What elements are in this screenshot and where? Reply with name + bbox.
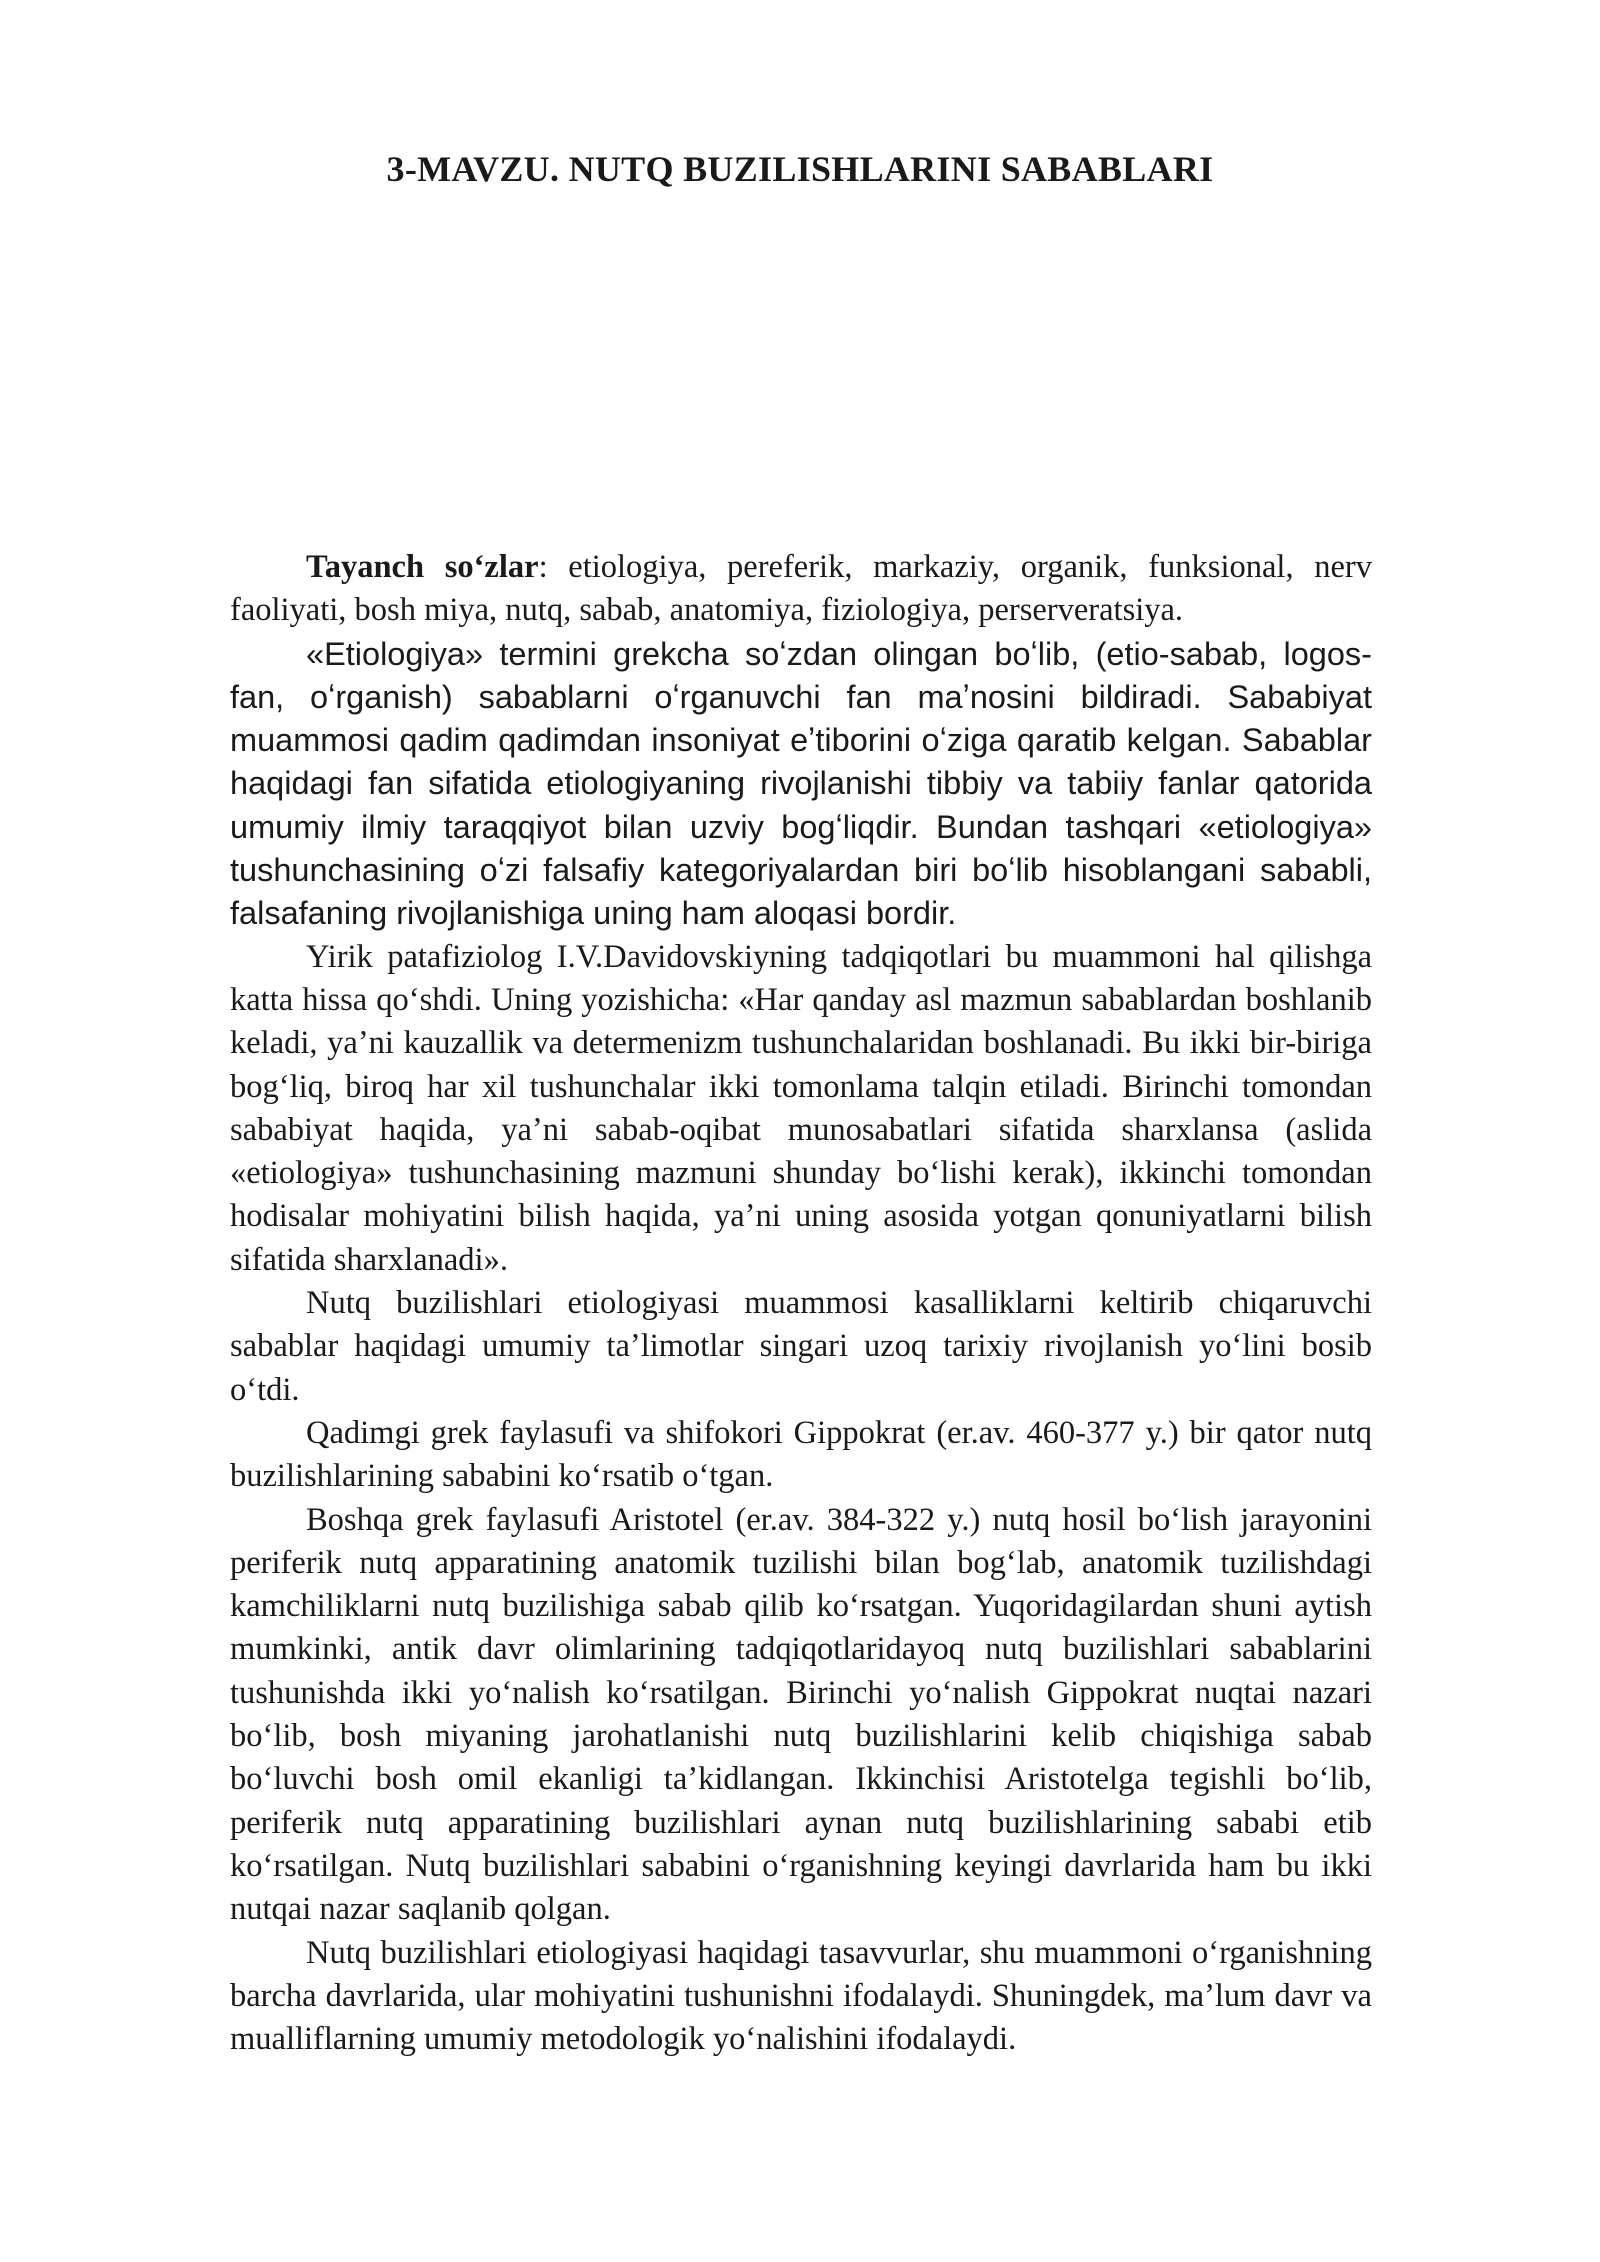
paragraph-aristotle: Boshqa grek faylasufi Aristotel (er.av. 384-322 y.) nutq hosil boʻlish jarayonini periferik nutq apparatining anatomik tuzilishi bilan bogʻlab, anatomik tuzilishdagi kamchiliklarni nutq buzilishiga sabab qilib koʻrsatgan. Yuqoridagilardan shuni aytish mumkinki, antik davr olimlarining tadqiqotlaridayoq nutq buzilishlari sabablarini tushunishda ikki yoʻnalish koʻrsatilgan. Birinchi yoʻnalish Gippokrat nuqtai nazari boʻlib, bosh miyaning jarohatlanishi nutq buzilishlarini kelib chiqishiga sabab boʻluvchi bosh omil ekanligi taʼkidlangan. Ikkinchisi Aristotelga tegishli boʻlib, periferik nutq apparatining buzilishlari aynan nutq buzilishlarining sababi etib koʻrsatilgan. Nutq buzilishlari sababini oʻrganishning keyingi davrlarida ham bu ikki nutqai nazar saqlanib qolgan. — [230, 1501, 1372, 1928]
paragraph-conclusion: Nutq buzilishlari etiologiyasi haqidagi tasavvurlar, shu muammoni oʻrganishning barcha davrlarida, ular mohiyatini tushunishni ifodalaydi. Shuningdek, maʼlum davr va mualliflarning umumiy metodologik yoʻnalishini ifodalaydi. — [230, 1934, 1372, 2058]
keywords-paragraph — [230, 546, 1372, 633]
paragraph-hippocrates: Qadimgi grek faylasufi va shifokori Gippokrat (er.av. 460-377 y.) bir qator nutq buzilishlarining sababini koʻrsatib oʻtgan. — [230, 1414, 1372, 1495]
keywords-label: Tayanch soʻzlar — [306, 549, 539, 585]
paragraph-history: Nutq buzilishlari etiologiyasi muammosi kasalliklarni keltirib chiqaruvchi sabablar haqidagi umumiy taʼlimotlar singari uzoq tarixiy rivojlanish yoʻlini bosib oʻtdi. — [230, 1285, 1372, 1408]
paragraph-davidovskiy: Yirik patafiziolog I.V.Davidovskiyning tadqiqotlari bu muammoni hal qilishga katta hissa qoʻshdi. Uning yozishicha: «Har qanday asl mazmun sabablardan boshlanib keladi, yaʼni kauzallik va determenizm tushunchalaridan boshlanadi. Bu ikki bir-biriga bogʻliq, biroq har xil tushunchalar ikki tomonlama talqin etiladi. Birinchi tomondan sababiyat haqida, yaʼni sabab-oqibat munosabatlari sifatida sharxlansa (aslida «etiologiya» tushunchasining mazmuni shunday boʻlishi kerak), ikkinchi tomondan hodisalar mohiyatini bilish haqida, yaʼni uning asosida yotgan qonuniyatlarni bilish sifatida sharxlanadi». — [230, 938, 1372, 1278]
paragraph-etiology-definition: «Etiologiya» termini grekcha soʻzdan olingan boʻlib, (etio-sabab, logos-fan, oʻrganish) sabablarni oʻrganuvchi fan maʼnosini bildiradi. Sababiyat muammosi qadim qadimdan insoniyat eʼtiborini oʻziga qaratib kelgan. Sabablar haqidagi fan sifatida etiologiyaning rivojlanishi tibbiy va tabiiy fanlar qatorida umumiy ilmiy taraqqiyot bilan uzviy bogʻliqdir. Bundan tashqari «etiologiya» tushunchasining oʻzi falsafiy kategoriyalardan biri boʻlib hisoblangani sababli, falsafaning rivojlanishiga uning ham aloqasi bordir. — [230, 635, 1372, 932]
page-title: 3-MAVZU. NUTQ BUZILISHLARINI SABABLARI — [386, 149, 1214, 189]
body-text — [230, 546, 1372, 2061]
keywords-text: : etiologiya, pereferik, markaziy, organik, funksional, nerv faoliyati, bosh miya, nutq, sabab, anatomiya, fiziologiya, perserveratsiya. — [230, 549, 1372, 629]
